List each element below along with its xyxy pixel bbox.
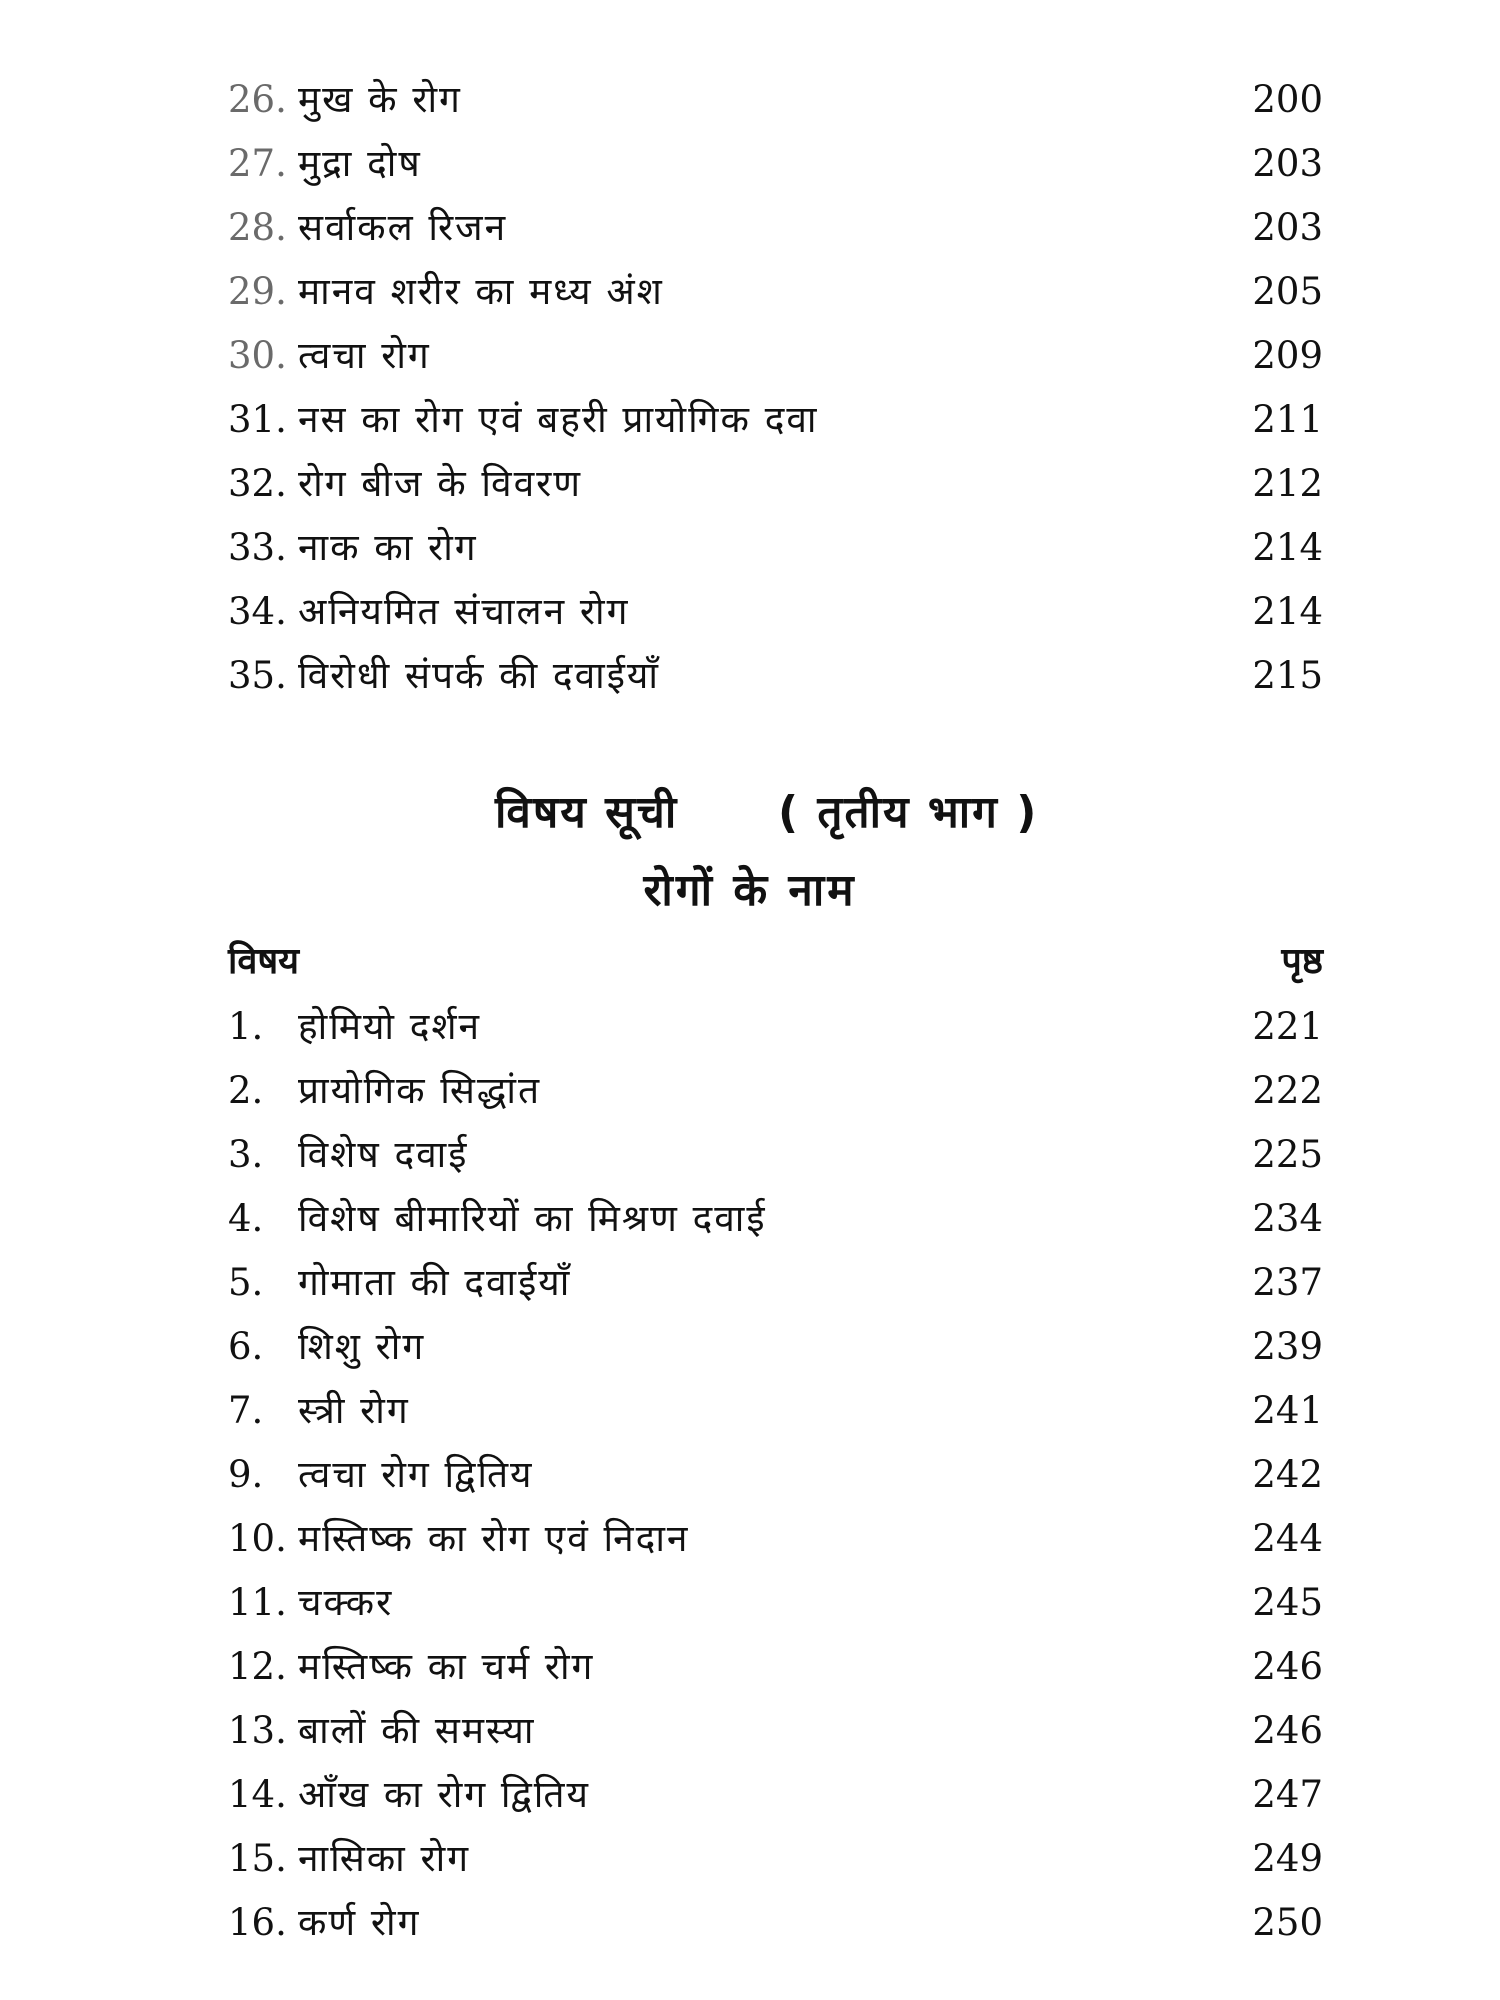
toc-entry-number: 14. bbox=[228, 1773, 287, 1816]
toc-entry-title: शिशु रोग bbox=[298, 1325, 426, 1368]
toc-row bbox=[228, 1379, 1323, 1443]
toc-entry-page: 212 bbox=[1252, 462, 1323, 505]
toc-entry-title: प्रायोगिक सिद्धांत bbox=[298, 1069, 542, 1112]
heading-subtitle: रोगों के नाम bbox=[643, 865, 857, 916]
toc-row bbox=[228, 1059, 1323, 1123]
toc-entry-number: 29. bbox=[228, 270, 287, 313]
toc-row bbox=[228, 1315, 1323, 1379]
toc-entry-title: स्त्री रोग bbox=[298, 1389, 410, 1432]
toc-entry-number: 3. bbox=[228, 1133, 264, 1176]
toc-entry-page: 200 bbox=[1252, 78, 1323, 121]
toc-entry-page: 203 bbox=[1252, 142, 1323, 185]
toc-entry-title: नस का रोग एवं बहरी प्रायोगिक दवा bbox=[298, 398, 819, 441]
toc-row bbox=[228, 196, 1323, 260]
toc-entry-number: 27. bbox=[228, 142, 287, 185]
toc-entry-number: 35. bbox=[228, 654, 287, 697]
toc-entry-page: 249 bbox=[1252, 1837, 1323, 1880]
toc-row bbox=[228, 260, 1323, 324]
toc-row bbox=[228, 68, 1323, 132]
toc-entry-number: 30. bbox=[228, 334, 287, 377]
toc-entry-title: विशेष बीमारियों का मिश्रण दवाई bbox=[298, 1197, 767, 1240]
toc-entry-number: 6. bbox=[228, 1325, 264, 1368]
toc-entry-page: 209 bbox=[1252, 334, 1323, 377]
heading-part-label: ( तृतीय भाग ) bbox=[778, 787, 1039, 838]
toc-entry-number: 9. bbox=[228, 1453, 264, 1496]
toc-entry-number: 26. bbox=[228, 78, 287, 121]
toc-entry-number: 4. bbox=[228, 1197, 264, 1240]
toc-row bbox=[228, 132, 1323, 196]
toc-entry-number: 2. bbox=[228, 1069, 264, 1112]
toc-entry-title: विरोधी संपर्क की दवाईयाँ bbox=[298, 654, 660, 697]
toc-entry-title: विशेष दवाई bbox=[298, 1133, 469, 1176]
toc-entry-number: 1. bbox=[228, 1005, 264, 1048]
toc-row bbox=[228, 1443, 1323, 1507]
toc-entry-page: 222 bbox=[1252, 1069, 1323, 1112]
toc-list-part-three bbox=[228, 995, 1323, 1955]
toc-list-part-two bbox=[228, 68, 1323, 708]
toc-entry-page: 225 bbox=[1252, 1133, 1323, 1176]
toc-row bbox=[228, 1635, 1323, 1699]
toc-row bbox=[228, 1507, 1323, 1571]
toc-entry-title: मस्तिष्क का चर्म रोग bbox=[298, 1645, 595, 1688]
toc-row bbox=[228, 1699, 1323, 1763]
section-heading bbox=[0, 780, 1500, 850]
toc-entry-number: 13. bbox=[228, 1709, 287, 1752]
toc-entry-title: मुद्रा दोष bbox=[298, 142, 422, 185]
toc-entry-number: 28. bbox=[228, 206, 287, 249]
heading-title: विषय सूची bbox=[495, 787, 679, 838]
toc-entry-title: नासिका रोग bbox=[298, 1837, 471, 1880]
toc-entry-number: 5. bbox=[228, 1261, 264, 1304]
column-header-page: पृष्ठ bbox=[1281, 941, 1323, 982]
toc-entry-title: त्वचा रोग bbox=[298, 334, 431, 377]
toc-entry-page: 237 bbox=[1252, 1261, 1323, 1304]
toc-entry-title: मुख के रोग bbox=[298, 78, 462, 121]
toc-entry-page: 247 bbox=[1252, 1773, 1323, 1816]
toc-entry-title: अनियमित संचालन रोग bbox=[298, 590, 630, 633]
toc-entry-page: 244 bbox=[1252, 1517, 1323, 1560]
toc-entry-number: 32. bbox=[228, 462, 287, 505]
toc-row bbox=[228, 1571, 1323, 1635]
toc-entry-page: 215 bbox=[1252, 654, 1323, 697]
toc-entry-page: 214 bbox=[1252, 526, 1323, 569]
toc-entry-number: 12. bbox=[228, 1645, 287, 1688]
toc-row bbox=[228, 324, 1323, 388]
toc-row bbox=[228, 995, 1323, 1059]
toc-entry-page: 203 bbox=[1252, 206, 1323, 249]
toc-entry-page: 241 bbox=[1252, 1389, 1323, 1432]
toc-entry-page: 246 bbox=[1252, 1645, 1323, 1688]
toc-entry-page: 214 bbox=[1252, 590, 1323, 633]
toc-entry-number: 34. bbox=[228, 590, 287, 633]
toc-entry-title: त्वचा रोग द्वितिय bbox=[298, 1453, 534, 1496]
toc-entry-number: 31. bbox=[228, 398, 287, 441]
toc-entry-number: 7. bbox=[228, 1389, 264, 1432]
toc-row bbox=[228, 1187, 1323, 1251]
toc-entry-number: 15. bbox=[228, 1837, 287, 1880]
toc-entry-title: चक्कर bbox=[298, 1581, 394, 1624]
toc-entry-number: 10. bbox=[228, 1517, 287, 1560]
toc-entry-number: 11. bbox=[228, 1581, 287, 1624]
toc-entry-page: 221 bbox=[1252, 1005, 1323, 1048]
toc-entry-page: 242 bbox=[1252, 1453, 1323, 1496]
toc-row bbox=[228, 580, 1323, 644]
toc-entry-title: गोमाता की दवाईयाँ bbox=[298, 1261, 572, 1304]
toc-row bbox=[228, 1123, 1323, 1187]
toc-row bbox=[228, 644, 1323, 708]
toc-entry-page: 250 bbox=[1252, 1901, 1323, 1944]
toc-row bbox=[228, 388, 1323, 452]
toc-entry-title: आँख का रोग द्वितिय bbox=[298, 1773, 590, 1816]
toc-row bbox=[228, 452, 1323, 516]
toc-entry-page: 246 bbox=[1252, 1709, 1323, 1752]
toc-entry-title: होमियो दर्शन bbox=[298, 1005, 482, 1048]
toc-entry-page: 245 bbox=[1252, 1581, 1323, 1624]
toc-entry-title: बालों की समस्या bbox=[298, 1709, 536, 1752]
toc-row bbox=[228, 516, 1323, 580]
toc-row bbox=[228, 1763, 1323, 1827]
column-header bbox=[228, 935, 1323, 995]
toc-entry-title: नाक का रोग bbox=[298, 526, 478, 569]
toc-row bbox=[228, 1251, 1323, 1315]
toc-entry-title: कर्ण रोग bbox=[298, 1901, 421, 1944]
column-header-subject: विषय bbox=[228, 941, 300, 982]
toc-entry-title: मस्तिष्क का रोग एवं निदान bbox=[298, 1517, 690, 1560]
toc-entry-title: मानव शरीर का मध्य अंश bbox=[298, 270, 664, 313]
toc-entry-number: 33. bbox=[228, 526, 287, 569]
toc-entry-number: 16. bbox=[228, 1901, 287, 1944]
toc-entry-page: 234 bbox=[1252, 1197, 1323, 1240]
toc-row bbox=[228, 1827, 1323, 1891]
toc-entry-title: रोग बीज के विवरण bbox=[298, 462, 583, 505]
toc-row bbox=[228, 1891, 1323, 1955]
toc-entry-page: 239 bbox=[1252, 1325, 1323, 1368]
toc-entry-page: 205 bbox=[1252, 270, 1323, 313]
toc-entry-title: सर्वाकल रिजन bbox=[298, 206, 508, 249]
toc-entry-page: 211 bbox=[1252, 398, 1323, 441]
